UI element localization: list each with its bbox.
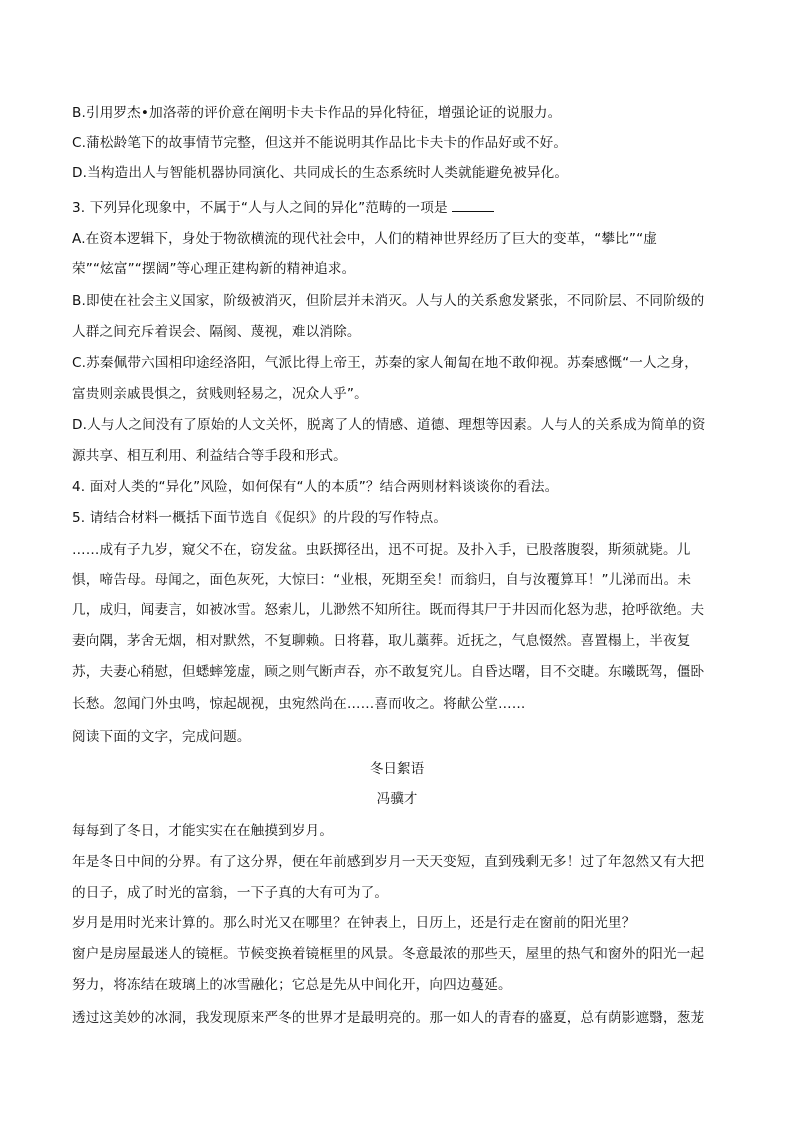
essay-paragraph-line: 每每到了冬日，才能实实在在触摸到岁月。 <box>72 823 334 839</box>
essay-paragraph-line: 的日子，成了时光的富翁，一下子真的大有可为了。 <box>72 885 389 901</box>
essay-paragraph-line: 年是冬日中间的分界。有了这分界，便在年前感到岁月一天天变短，直到残剩无多！过了年忽然又有大把 <box>72 854 705 870</box>
answer-blank <box>452 197 494 212</box>
excerpt-line: 妻向隅，茅舍无烟，相对默然，不复聊赖。日将暮，取儿藁葬。近抚之，气息惙然。喜置榻上，半夜复 <box>72 633 691 649</box>
excerpt-line: 长愁。忽闻门外虫鸣，惊起觇视，虫宛然尚在……喜而收之。将献公堂…… <box>72 696 526 712</box>
q4-stem: 4. 面对人类的“异化”风险，如何保有“人的本质”？结合两则材料谈谈你的看法。 <box>72 479 559 495</box>
essay-author: 冯骥才 <box>376 791 418 807</box>
q3-option-b-line1: B.即使在社会主义国家，阶级被消灭，但阶层并未消灭。人与人的关系愈发紧张，不同阶层、不同阶级的 <box>72 293 705 309</box>
essay-paragraph-line: 透过这美妙的冰洞，我发现原来严冬的世界才是最明亮的。那一如人的青春的盛夏，总有荫影遮翳，葱茏 <box>72 1010 705 1026</box>
q3-stem-text: 3. 下列异化现象中，不属于“人与人之间的异化”范畴的一项是 <box>72 200 448 216</box>
q3-stem <box>72 197 722 218</box>
q3-option-a-line2: 荣”“炫富”“摆阔”等心理正建构新的精神追求。 <box>72 261 356 277</box>
essay-paragraph-line: 努力，将冻结在玻璃上的冰雪融化；它总是先从中间化开，向四边蔓延。 <box>72 977 512 993</box>
excerpt-line: 几，成归，闻妻言，如被冰雪。怒索儿，儿渺然不知所往。既而得其尸于井因而化怒为悲，抢呼欲绝。夫 <box>72 602 705 618</box>
q5-stem: 5. 请结合材料一概括下面节选自《促织》的片段的写作特点。 <box>72 510 448 526</box>
q2-option-c: C.蒲松龄笔下的故事情节完整，但这并不能说明其作品比卡夫卡的作品好或不好。 <box>72 135 568 151</box>
q3-option-a-line1: A.在资本逻辑下，身处于物欲横流的现代社会中，人们的精神世界经历了巨大的变革，“攀比”“虚 <box>72 231 658 247</box>
q3-option-c-line2: 富贵则亲戚畏惧之，贫贱则轻易之，况众人乎”。 <box>72 386 368 402</box>
essay-title: 冬日絮语 <box>369 761 425 777</box>
q3-option-b-line2: 人群之间充斥着误会、隔阂、蔑视，难以消除。 <box>72 324 361 340</box>
q3-option-d-line1: D.人与人之间没有了原始的人文关怀，脱离了人的情感、道德、理想等因素。人与人的关系成为简单的资 <box>72 417 706 433</box>
q2-option-b: B.引用罗杰•加洛蒂的评价意在阐明卡夫卡作品的异化特征，增强论证的说服力。 <box>72 105 562 121</box>
excerpt-line: 苏，夫妻心稍慰，但蟋蟀笼虚，顾之则气断声吞，亦不敢复究儿。自昏达曙，目不交睫。东曦既驾，僵卧 <box>72 664 705 680</box>
excerpt-line: 惧，啼告母。母闻之，面色灰死，大惊曰：“业根，死期至矣！而翁归，自与汝覆算耳！”儿涕而出。未 <box>72 572 692 588</box>
excerpt-line: ……成有子九岁，窥父不在，窃发盆。虫跃掷径出，迅不可捉。及扑入手，已股落腹裂，斯须就毙。儿 <box>72 542 691 558</box>
q2-option-d: D.当构造出人与智能机器协同演化、共同成长的生态系统时人类就能避免被异化。 <box>72 165 569 181</box>
essay-paragraph-line: 窗户是房屋最迷人的镜框。节候变换着镜框里的风景。冬意最浓的那些天，屋里的热气和窗外的阳光一起 <box>72 946 705 962</box>
essay-paragraph-line: 岁月是用时光来计算的。那么时光又在哪里？在钟表上，日历上，还是行走在窗前的阳光里？ <box>72 915 636 931</box>
q3-option-c-line1: C.苏秦佩带六国相印途经洛阳，气派比得上帝王，苏秦的家人匍匐在地不敢仰视。苏秦感慨“一人之身， <box>72 355 699 371</box>
q3-option-d-line2: 源共享、相互利用、利益结合等手段和形式。 <box>72 448 347 464</box>
reading-instruction: 阅读下面的文字，完成问题。 <box>72 729 251 745</box>
